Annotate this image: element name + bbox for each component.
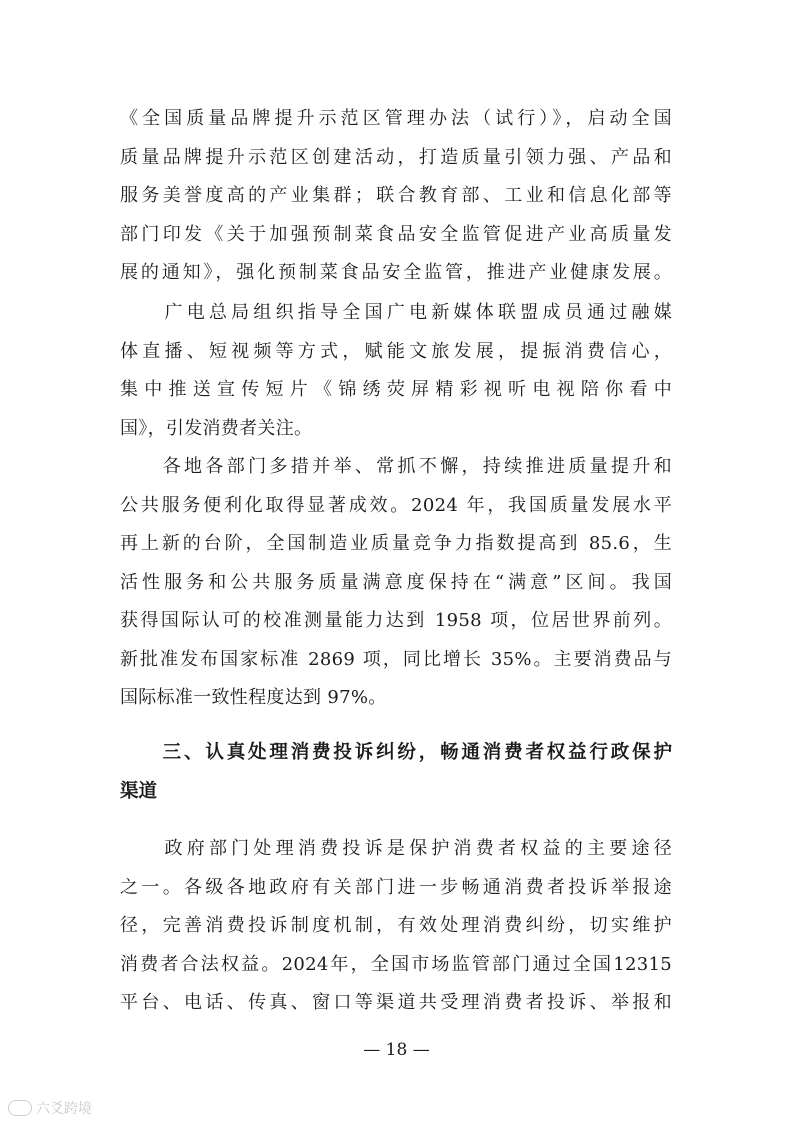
paragraph-2 — [120, 294, 672, 448]
heading-line: 渠道 — [120, 780, 158, 802]
text-line: 部门印发《关于加强预制菜食品安全监管促进产业高质量发 — [120, 223, 672, 245]
text-line: 质量品牌提升示范区创建活动，打造质量引领力强、产品和 — [120, 146, 672, 168]
text-line: 《全国质量品牌提升示范区管理办法（试行）》，启动全国 — [120, 108, 672, 129]
text-line: 广电总局组织指导全国广电新媒体联盟成员通过融媒 — [120, 302, 672, 323]
text-line: 公共服务便利化取得显著成效。2024 年，我国质量发展水平 — [120, 494, 672, 516]
paragraph-3 — [120, 448, 672, 718]
watermark — [8, 1098, 92, 1118]
text-line: 之一。各级各地政府有关部门进一步畅通消费者投诉举报途 — [120, 876, 672, 898]
section-heading — [120, 734, 672, 811]
text-line: 体直播、短视频等方式，赋能文旅发展，提振消费信心， — [120, 340, 672, 362]
text-line: 再上新的台阶，全国制造业质量竞争力指数提高到 85.6，生 — [120, 533, 672, 554]
text-line: 获得国际认可的校准测量能力达到 1958 项，位居世界前列。 — [120, 610, 672, 631]
watermark-logo-icon — [8, 1100, 32, 1116]
text-line: 展的通知》，强化预制菜食品安全监管，推进产业健康发展。 — [120, 262, 672, 283]
text-line: 消费者合法权益。2024年，全国市场监管部门通过全国12315 — [120, 953, 672, 975]
text-line: 活性服务和公共服务质量满意度保持在“满意”区间。我国 — [120, 571, 672, 593]
text-line: 国际标准一致性程度达到 97%。 — [120, 687, 387, 708]
text-line: 服务美誉度高的产业集群；联合教育部、工业和信息化部等 — [120, 185, 672, 206]
text-line: 政府部门处理消费投诉是保护消费者权益的主要途径 — [120, 838, 672, 859]
heading-line: 三、认真处理消费投诉纠纷，畅通消费者权益行政保护 — [120, 742, 672, 763]
text-line: 平台、电话、传真、窗口等渠道共受理消费者投诉、举报和 — [120, 992, 672, 1013]
paragraph-4 — [120, 830, 672, 1023]
text-line: 国》，引发消费者关注。 — [120, 417, 313, 439]
text-line: 径，完善消费投诉制度机制，有效处理消费纠纷，切实维护 — [120, 915, 672, 936]
paragraph-1 — [120, 100, 672, 293]
text-line: 新批准发布国家标准 2869 项，同比增长 35%。主要消费品与 — [120, 648, 672, 670]
text-line: 各地各部门多措并举、常抓不懈，持续推进质量提升和 — [120, 456, 672, 477]
watermark-text: 六爻跨境 — [36, 1101, 92, 1117]
text-line: 集中推送宣传短片《锦绣荧屏精彩视听电视陪你看中 — [120, 379, 672, 400]
page-number: — 18 — — [363, 1040, 430, 1060]
